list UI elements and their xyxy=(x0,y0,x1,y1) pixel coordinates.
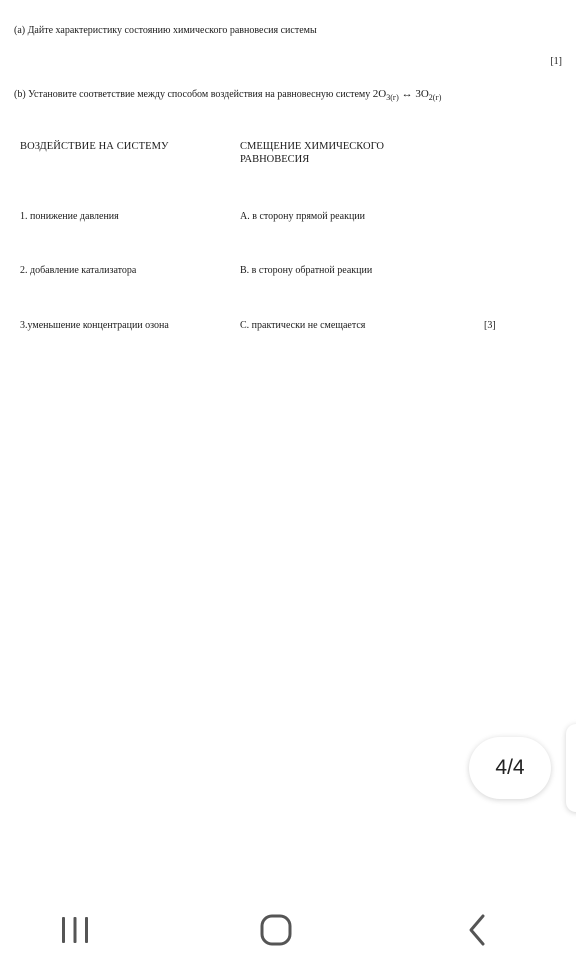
home-button[interactable] xyxy=(246,908,306,952)
back-button[interactable] xyxy=(448,908,508,952)
recents-icon xyxy=(59,914,91,946)
effect-item-2: 2. добавление катализатора xyxy=(20,265,137,276)
effect-item-3: 3.уменьшение концентрации озона xyxy=(20,320,169,331)
edge-panel-handle[interactable] xyxy=(566,724,576,812)
question-a: (a) Дайте характеристику состоянию химического равновесия системы xyxy=(14,25,317,36)
question-b-text: (b) Установите соответствие между способом воздействия на равновесную систему xyxy=(14,89,371,100)
system-navigation-bar xyxy=(0,880,576,979)
column-header-shift: СМЕЩЕНИЕ ХИМИЧЕСКОГО РАВНОВЕСИЯ xyxy=(240,141,385,165)
reaction-formula: $2O_{3(г)}$ ↔ $3O_{2(г)}$ xyxy=(372,88,442,102)
home-icon xyxy=(258,912,294,948)
effect-item-1: 1. понижение давления xyxy=(20,211,119,222)
shift-item-b: B. в сторону обратной реакции xyxy=(240,265,373,276)
recents-button[interactable] xyxy=(45,908,105,952)
mark-a: [1] xyxy=(550,56,562,67)
page-indicator: 4/4 xyxy=(469,737,551,799)
question-b xyxy=(14,88,441,101)
back-icon xyxy=(463,912,493,948)
column-header-effect: ВОЗДЕЙСТВИЕ НА СИСТЕМУ xyxy=(20,141,169,152)
mark-b: [3] xyxy=(484,320,496,331)
shift-item-c: C. практически не смещается xyxy=(240,320,366,331)
shift-item-a: A. в сторону прямой реакции xyxy=(240,211,366,222)
